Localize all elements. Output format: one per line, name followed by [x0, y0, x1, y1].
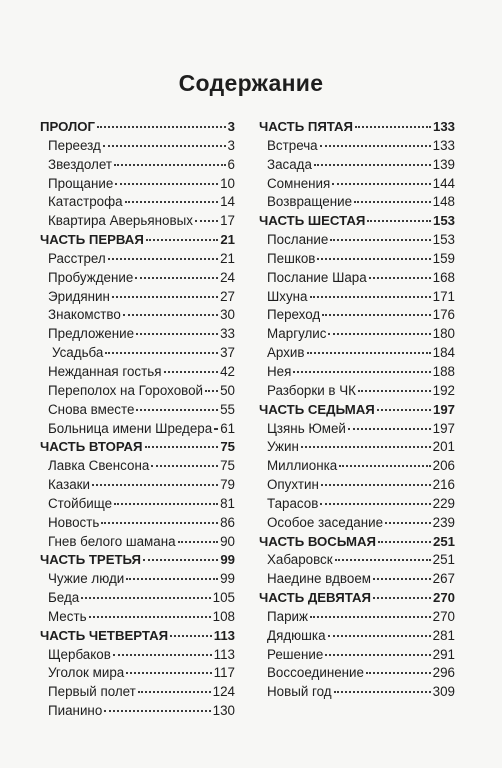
entry-title: ЧАСТЬ ВТОРАЯ — [40, 439, 143, 455]
entry-title: Больница имени Шредера — [48, 420, 213, 436]
toc-left-column — [40, 118, 235, 721]
entry-title: Воссоединение — [267, 665, 364, 681]
dot-leader — [310, 616, 431, 618]
dot-leader — [314, 164, 431, 166]
entry-page-number: 180 — [432, 326, 455, 342]
dot-leader — [320, 145, 431, 147]
entry-page-number: 75 — [220, 439, 235, 455]
dot-leader — [108, 258, 218, 260]
entry-title: Щербаков — [48, 646, 111, 662]
entry-page-number: 133 — [432, 119, 455, 134]
entry-page-number: 3 — [227, 137, 235, 153]
dot-leader — [114, 503, 218, 505]
entry-page-number: 184 — [432, 345, 455, 361]
dot-leader — [89, 616, 211, 618]
toc-chapter-entry — [259, 495, 455, 514]
entry-page-number: 206 — [432, 458, 455, 474]
dot-leader — [322, 314, 430, 316]
toc-chapter-entry — [40, 175, 235, 194]
entry-page-number: 27 — [220, 288, 235, 304]
entry-title: Прощание — [48, 175, 114, 191]
entry-title: Наедине вдвоем — [267, 571, 371, 587]
entry-page-number: 105 — [212, 590, 235, 606]
entry-title: Уголок мира — [48, 665, 125, 681]
toc-chapter-entry — [40, 193, 235, 212]
toc-chapter-entry — [40, 476, 235, 495]
entry-title: Новость — [48, 514, 100, 530]
dot-leader — [369, 277, 431, 279]
entry-page-number: 24 — [220, 269, 235, 285]
toc-part-entry — [259, 401, 455, 420]
toc-chapter-entry — [40, 570, 235, 589]
dot-leader — [103, 145, 226, 147]
dot-leader — [101, 522, 218, 524]
toc-chapter-entry — [40, 589, 235, 608]
dot-leader — [114, 164, 226, 166]
dot-leader — [92, 484, 218, 486]
entry-page-number: 144 — [432, 175, 455, 191]
entry-title: Цзянь Юмей — [267, 420, 346, 436]
dot-leader — [367, 220, 431, 222]
toc-chapter-entry — [40, 344, 235, 363]
dot-leader — [310, 296, 431, 298]
dot-leader — [301, 446, 431, 448]
toc-chapter-entry — [40, 420, 235, 439]
entry-page-number: 197 — [432, 420, 455, 436]
toc-chapter-entry — [40, 683, 235, 702]
entry-page-number: 17 — [220, 213, 235, 229]
toc-chapter-entry — [259, 231, 455, 250]
entry-title: Знакомство — [48, 307, 121, 323]
toc-part-entry — [40, 231, 235, 250]
dot-leader — [385, 522, 431, 524]
entry-title: ПРОЛОГ — [40, 119, 96, 134]
toc-chapter-entry — [40, 250, 235, 269]
entry-page-number: 171 — [432, 288, 455, 304]
entry-page-number: 86 — [220, 514, 235, 530]
toc-chapter-entry — [259, 193, 455, 212]
entry-title: Хабаровск — [267, 552, 333, 568]
entry-title: Переезд — [48, 137, 101, 153]
dot-leader — [205, 390, 218, 392]
entry-title: Пианино — [48, 703, 103, 719]
toc-chapter-entry — [40, 702, 235, 721]
entry-title: Особое заседание — [267, 514, 384, 530]
dot-leader — [126, 578, 218, 580]
toc-chapter-entry — [259, 438, 455, 457]
toc-chapter-entry — [259, 627, 455, 646]
entry-title: Лавка Свенсона — [48, 458, 150, 474]
dot-leader — [366, 672, 431, 674]
entry-page-number: 108 — [212, 608, 235, 624]
dot-leader — [334, 691, 431, 693]
entry-title: Расстрел — [48, 250, 106, 266]
entry-title: Тарасов — [267, 495, 319, 511]
dot-leader — [378, 541, 431, 543]
entry-page-number: 3 — [227, 119, 235, 134]
toc-chapter-entry — [259, 250, 455, 269]
entry-page-number: 153 — [432, 213, 455, 229]
entry-title: Первый полет — [48, 684, 136, 700]
dot-leader — [332, 183, 430, 185]
toc-chapter-entry — [40, 269, 235, 288]
dot-leader — [373, 578, 431, 580]
entry-page-number: 216 — [432, 477, 455, 493]
page-title: Содержание — [178, 70, 324, 96]
dot-leader — [123, 314, 218, 316]
entry-page-number: 176 — [432, 307, 455, 323]
dot-leader — [146, 239, 219, 241]
entry-page-number: 267 — [432, 571, 455, 587]
dot-leader — [178, 541, 219, 543]
entry-page-number: 168 — [432, 269, 455, 285]
entry-page-number: 21 — [220, 250, 235, 266]
dot-leader — [328, 333, 430, 335]
entry-title: Беда — [48, 590, 80, 606]
toc-chapter-entry — [40, 495, 235, 514]
dot-leader — [321, 484, 431, 486]
entry-page-number: 55 — [220, 401, 235, 417]
toc-chapter-entry — [259, 664, 455, 683]
dot-leader — [377, 409, 431, 411]
entry-title: Париж — [267, 608, 308, 624]
toc-chapter-entry — [40, 533, 235, 552]
entry-page-number: 37 — [220, 345, 235, 361]
entry-page-number: 130 — [212, 703, 235, 719]
dot-leader — [125, 201, 219, 203]
toc-chapter-entry — [259, 306, 455, 325]
entry-title: Дядюшка — [267, 627, 326, 643]
entry-title: Нея — [267, 363, 292, 379]
entry-page-number: 30 — [220, 307, 235, 323]
dot-leader — [339, 465, 430, 467]
entry-title: Архив — [267, 345, 305, 361]
entry-title: Встреча — [267, 137, 318, 153]
toc-chapter-entry — [259, 570, 455, 589]
dot-leader — [97, 126, 226, 128]
toc-chapter-entry — [259, 382, 455, 401]
entry-title: Пешков — [267, 250, 316, 266]
entry-title: Маргулис — [267, 326, 327, 342]
dot-leader — [143, 559, 218, 561]
entry-page-number: 6 — [227, 156, 235, 172]
entry-title: Опухтин — [267, 477, 319, 493]
toc-chapter-entry — [40, 212, 235, 231]
dot-leader — [373, 597, 431, 599]
entry-page-number: 197 — [432, 401, 455, 417]
dot-leader — [307, 352, 431, 354]
dot-leader — [214, 428, 218, 430]
toc-part-entry — [259, 533, 455, 552]
entry-page-number: 21 — [220, 232, 235, 248]
toc-part-entry — [259, 589, 455, 608]
entry-title: Усадьба — [52, 345, 104, 361]
entry-title: Гнев белого шамана — [48, 533, 176, 549]
entry-page-number: 291 — [432, 646, 455, 662]
toc-part-entry — [40, 438, 235, 457]
entry-page-number: 270 — [432, 590, 455, 606]
entry-title: Чужие люди — [48, 571, 125, 587]
toc-chapter-entry — [259, 175, 455, 194]
entry-title: Новый год — [267, 684, 332, 700]
entry-page-number: 296 — [432, 665, 455, 681]
toc-chapter-entry — [40, 514, 235, 533]
entry-page-number: 192 — [432, 382, 455, 398]
entry-title: Пробуждение — [48, 269, 134, 285]
toc-chapter-entry — [259, 269, 455, 288]
toc-chapter-entry — [259, 683, 455, 702]
toc-chapter-entry — [40, 646, 235, 665]
dot-leader — [325, 654, 430, 656]
entry-page-number: 239 — [432, 514, 455, 530]
toc-chapter-entry — [40, 608, 235, 627]
entry-page-number: 99 — [220, 571, 235, 587]
entry-title: ЧАСТЬ СЕДЬМАЯ — [259, 401, 375, 417]
toc-chapter-entry — [40, 137, 235, 156]
toc-part-entry — [40, 551, 235, 570]
dot-leader — [145, 446, 219, 448]
toc-chapter-entry — [259, 420, 455, 439]
entry-page-number: 33 — [220, 326, 235, 342]
entry-title: ЧАСТЬ ПЯТАЯ — [259, 119, 354, 134]
dot-leader — [138, 691, 211, 693]
entry-page-number: 117 — [213, 665, 235, 681]
entry-title: Разборки в ЧК — [267, 382, 356, 398]
entry-page-number: 139 — [432, 156, 455, 172]
entry-page-number: 113 — [213, 646, 235, 662]
entry-title: Возвращение — [267, 194, 353, 210]
entry-page-number: 90 — [220, 533, 235, 549]
entry-title: ЧАСТЬ ДЕВЯТАЯ — [259, 590, 371, 606]
dot-leader — [81, 597, 210, 599]
entry-page-number: 281 — [432, 627, 455, 643]
entry-title: Предложение — [48, 326, 135, 342]
entry-page-number: 124 — [212, 684, 235, 700]
entry-title: Снова вместе — [48, 401, 135, 417]
entry-title: Казаки — [48, 477, 91, 493]
entry-page-number: 50 — [220, 382, 235, 398]
toc-right-column — [259, 118, 455, 702]
dot-leader — [195, 220, 218, 222]
toc-chapter-entry — [40, 664, 235, 683]
toc-chapter-entry — [259, 608, 455, 627]
entry-title: ЧАСТЬ ВОСЬМАЯ — [259, 533, 376, 549]
dot-leader — [170, 635, 212, 637]
toc-chapter-entry — [259, 551, 455, 570]
entry-page-number: 113 — [213, 627, 235, 643]
dot-leader — [355, 126, 431, 128]
toc-chapter-entry — [259, 137, 455, 156]
toc-chapter-entry — [40, 288, 235, 307]
toc-chapter-entry — [40, 156, 235, 175]
entry-title: ЧАСТЬ ПЕРВАЯ — [40, 232, 144, 248]
entry-page-number: 14 — [220, 194, 235, 210]
toc-chapter-entry — [259, 476, 455, 495]
dot-leader — [136, 333, 218, 335]
dot-leader — [317, 258, 430, 260]
entry-title: Катастрофа — [48, 194, 123, 210]
entry-page-number: 201 — [432, 439, 455, 455]
toc-part-entry — [40, 118, 235, 137]
entry-title: Сомнения — [267, 175, 331, 191]
entry-title: Миллионка — [267, 458, 338, 474]
entry-page-number: 251 — [432, 533, 455, 549]
dot-leader — [330, 239, 430, 241]
entry-title: Звездолет — [48, 156, 112, 172]
entry-page-number: 81 — [220, 495, 235, 511]
entry-title: Квартира Аверьяновых — [48, 213, 193, 229]
entry-page-number: 10 — [220, 175, 235, 191]
entry-page-number: 251 — [432, 552, 455, 568]
entry-title: Эридянин — [48, 288, 110, 304]
entry-title: Послание — [267, 232, 329, 248]
entry-page-number: 270 — [432, 608, 455, 624]
entry-title: ЧАСТЬ ШЕСТАЯ — [259, 213, 366, 229]
dot-leader — [348, 428, 431, 430]
toc-chapter-entry — [259, 344, 455, 363]
entry-title: Стойбище — [48, 495, 113, 511]
entry-title: Послание Шара — [267, 269, 367, 285]
entry-title: Шхуна — [267, 288, 308, 304]
entry-title: Засада — [267, 156, 312, 172]
entry-page-number: 188 — [432, 363, 455, 379]
toc-chapter-entry — [259, 646, 455, 665]
entry-page-number: 148 — [432, 194, 455, 210]
toc-chapter-entry — [40, 306, 235, 325]
dot-leader — [115, 183, 218, 185]
toc-chapter-entry — [40, 457, 235, 476]
entry-page-number: 309 — [432, 684, 455, 700]
entry-page-number: 133 — [432, 137, 455, 153]
dot-leader — [354, 201, 431, 203]
entry-page-number: 99 — [220, 552, 235, 568]
toc-part-entry — [259, 118, 455, 137]
dot-leader — [104, 710, 210, 712]
toc-chapter-entry — [259, 363, 455, 382]
toc-chapter-entry — [259, 514, 455, 533]
entry-page-number: 79 — [220, 477, 235, 493]
dot-leader — [293, 371, 430, 373]
dot-leader — [135, 277, 218, 279]
toc-part-entry — [259, 212, 455, 231]
toc-chapter-entry — [40, 325, 235, 344]
dot-leader — [151, 465, 218, 467]
dot-leader — [113, 654, 212, 656]
toc-chapter-entry — [259, 288, 455, 307]
entry-title: ЧАСТЬ ТРЕТЬЯ — [40, 552, 142, 568]
entry-page-number: 42 — [220, 363, 235, 379]
dot-leader — [136, 409, 218, 411]
entry-title: Нежданная гостья — [48, 363, 162, 379]
dot-leader — [320, 503, 430, 505]
toc-chapter-entry — [40, 363, 235, 382]
entry-page-number: 61 — [220, 420, 236, 436]
entry-title: Решение — [267, 646, 324, 662]
dot-leader — [126, 672, 211, 674]
toc-chapter-entry — [259, 156, 455, 175]
entry-page-number: 229 — [432, 495, 455, 511]
entry-title: Переход — [267, 307, 321, 323]
entry-title: Месть — [48, 608, 87, 624]
toc-part-entry — [40, 627, 235, 646]
entry-title: Ужин — [267, 439, 299, 455]
entry-page-number: 75 — [220, 458, 235, 474]
toc-chapter-entry — [259, 325, 455, 344]
toc-chapter-entry — [259, 457, 455, 476]
dot-leader — [328, 635, 431, 637]
entry-title: Переполох на Гороховой — [48, 382, 204, 398]
dot-leader — [358, 390, 431, 392]
toc-chapter-entry — [40, 382, 235, 401]
dot-leader — [112, 296, 218, 298]
dot-leader — [164, 371, 219, 373]
dot-leader — [335, 559, 431, 561]
dot-leader — [105, 352, 218, 354]
entry-page-number: 159 — [432, 250, 455, 266]
entry-title: ЧАСТЬ ЧЕТВЕРТАЯ — [40, 627, 169, 643]
entry-page-number: 153 — [432, 232, 455, 248]
toc-chapter-entry — [40, 401, 235, 420]
